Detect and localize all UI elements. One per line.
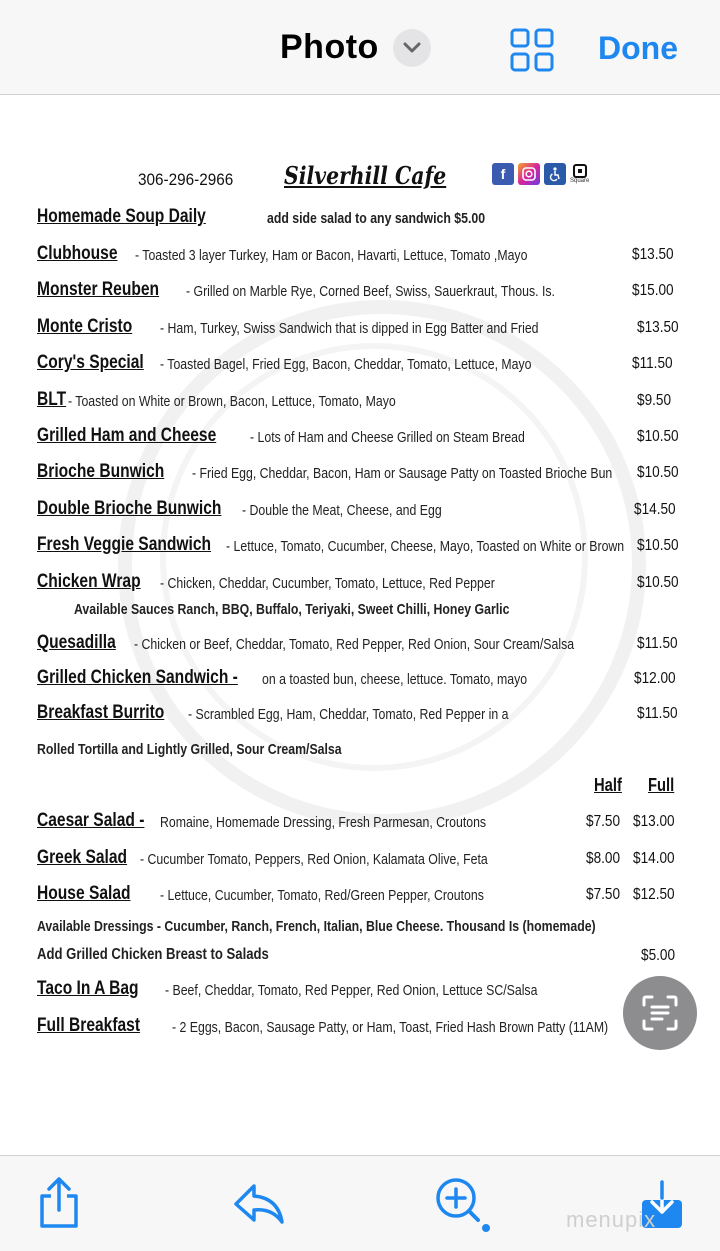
item-description: - Lettuce, Cucumber, Tomato, Red/Green Pepper, Croutons (160, 887, 484, 904)
full-price: $13.00 (633, 813, 675, 830)
item-name: Brioche Bunwich (37, 461, 165, 483)
item-price: $11.50 (637, 635, 678, 652)
item-name: Full Breakfast (37, 1015, 141, 1036)
half-price: $8.00 (586, 849, 621, 867)
nav-title: Photo (280, 28, 379, 66)
item-name: House Salad (37, 883, 131, 904)
item-description: - Lots of Ham and Cheese Grilled on Steam Bread (250, 429, 525, 446)
item-name: Grilled Ham and Cheese (37, 425, 217, 446)
item-name: Taco In A Bag (37, 978, 139, 999)
full-price: $14.00 (633, 849, 675, 867)
item-description: Romaine, Homemade Dressing, Fresh Parmesan, Croutons (160, 814, 487, 831)
photo-viewer[interactable] (0, 95, 720, 1155)
item-price: $14.50 (634, 500, 676, 518)
item-description: - 2 Eggs, Bacon, Sausage Patty, or Ham, Toast, Fried Hash Brown Patty (11AM) (172, 1019, 609, 1036)
cafe-phone: 306-296-2966 (138, 170, 234, 189)
full-price: $12.50 (633, 886, 675, 903)
item-description: - Scrambled Egg, Ham, Cheddar, Tomato, Red Pepper in a (188, 706, 509, 723)
item-name: Cory's Special (37, 352, 144, 374)
half-price: $7.50 (586, 886, 621, 903)
item-name: Homemade Soup Daily (37, 206, 206, 227)
half-price: $7.50 (586, 813, 621, 830)
social-icons (492, 163, 589, 185)
item-description: - Double the Meat, Cheese, and Egg (242, 501, 442, 519)
item-price: $12.00 (634, 670, 676, 687)
bottom-toolbar (0, 1155, 720, 1251)
item-description: - Ham, Turkey, Swiss Sandwich that is dipped in Egg Batter and Fried (160, 319, 539, 337)
item-description: - Lettuce, Tomato, Cucumber, Cheese, Mayo, Toasted on White or Brown (226, 538, 625, 556)
item-name: Monster Reuben (37, 279, 160, 301)
item-description: on a toasted bun, cheese, lettuce. Tomato, mayo (262, 671, 528, 688)
item-name: Quesadilla (37, 632, 116, 653)
item-name: BLT (37, 388, 67, 410)
item-price: $11.50 (637, 705, 678, 722)
item-description: - Toasted on White or Brown, Bacon, Lettuce, Tomato, Mayo (68, 392, 396, 410)
item-price: $13.50 (632, 246, 674, 263)
watermark-text: menupix (566, 1207, 657, 1232)
item-price: $15.00 (632, 282, 674, 300)
done-button[interactable]: Done (598, 30, 678, 66)
item-description: - Fried Egg, Cheddar, Bacon, Ham or Sausage Patty on Toasted Brioche Bun (192, 465, 613, 483)
item-name: Caesar Salad - (37, 810, 145, 831)
soup-note: add side salad to any sandwich $5.00 (267, 210, 486, 227)
item-name: Double Brioche Bunwich (37, 497, 222, 519)
add-chicken-price: $5.00 (641, 947, 676, 964)
item-description: - Toasted 3 layer Turkey, Ham or Bacon, Havarti, Lettuce, Tomato ,Mayo (135, 247, 528, 264)
chevron-down-icon[interactable] (393, 29, 431, 67)
title-dropdown[interactable] (280, 28, 431, 67)
dressings-line: Available Dressings - Cucumber, Ranch, French, Italian, Blue Cheese. Thousand Is (homemade) (37, 918, 596, 935)
share-icon[interactable] (34, 1176, 84, 1232)
burrito-continued: Rolled Tortilla and Lightly Grilled, Sour Cream/Salsa (37, 741, 342, 758)
item-price: $10.50 (637, 464, 679, 482)
full-header: Full (648, 775, 675, 795)
square-icon: Square (570, 164, 589, 184)
zoom-in-icon[interactable] (432, 1176, 492, 1232)
item-price: $11.50 (632, 355, 673, 373)
item-price: $10.50 (637, 537, 679, 555)
item-name: Grilled Chicken Sandwich - (37, 667, 238, 688)
item-price: $13.50 (637, 318, 679, 336)
item-description: - Beef, Cheddar, Tomato, Red Pepper, Red Onion, Lettuce SC/Salsa (165, 982, 538, 999)
facebook-icon: f (492, 163, 514, 185)
item-description: - Toasted Bagel, Fried Egg, Bacon, Cheddar, Tomato, Lettuce, Mayo (160, 356, 532, 374)
item-name: Chicken Wrap (37, 570, 141, 592)
item-price: $10.50 (637, 428, 679, 445)
item-description: - Chicken, Cheddar, Cucumber, Tomato, Lettuce, Red Pepper (160, 574, 495, 592)
add-chicken-label: Add Grilled Chicken Breast to Salads (37, 946, 269, 963)
item-description: - Grilled on Marble Rye, Corned Beef, Swiss, Sauerkraut, Thous. Is. (186, 283, 555, 301)
item-price: $9.50 (637, 391, 672, 409)
item-name: Clubhouse (37, 243, 118, 264)
item-name: Greek Salad (37, 846, 128, 868)
item-description: - Cucumber Tomato, Peppers, Red Onion, Kalamata Olive, Feta (140, 850, 488, 868)
item-name: Fresh Veggie Sandwich (37, 534, 212, 556)
item-name: Monte Cristo (37, 315, 133, 337)
item-name: Breakfast Burrito (37, 702, 165, 723)
half-header: Half (594, 775, 622, 795)
top-nav-bar (0, 0, 720, 95)
sauces-line: Available Sauces Ranch, BBQ, Buffalo, Teriyaki, Sweet Chilli, Honey Garlic (74, 601, 510, 618)
reply-icon[interactable] (230, 1176, 286, 1232)
item-price: $10.50 (637, 573, 679, 591)
cafe-name: Silverhill Cafe (284, 161, 447, 190)
item-description: - Chicken or Beef, Cheddar, Tomato, Red Pepper, Red Onion, Sour Cream/Salsa (134, 636, 575, 653)
instagram-icon (518, 163, 540, 185)
grid-icon[interactable] (510, 28, 554, 72)
live-text-icon[interactable] (623, 976, 697, 1050)
accessible-icon (544, 163, 566, 185)
